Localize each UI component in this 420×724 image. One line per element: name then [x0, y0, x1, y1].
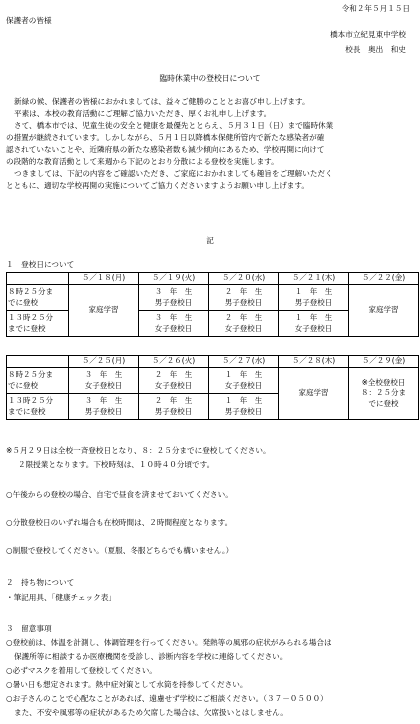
- intro-line: の段階的な教育活動として来週から下記のとおり分散による登校を実施します。: [6, 157, 279, 166]
- intro-line: 認されていないことや、近隣府県の新たな感染者数も減少傾向にあるため、学校再開に向けて: [6, 145, 325, 154]
- document-date: 令和２年５月１５日: [341, 4, 410, 13]
- caution-line: ○必ずマスクを着用して登校してください。: [6, 666, 157, 675]
- note-line: ○午後からの登校の場合、自宅で昼食を済ませておいてください。: [6, 490, 233, 499]
- caution-line: ○登校前は、体温を計測し、体調管理を行ってください。発熱等の風邪の症状がみられる場合は: [6, 638, 332, 647]
- schedule-cell: １ 年 生 男子登校日: [279, 285, 349, 311]
- caution-line: ○暑い日も想定されます。熱中症対策として水筒を持参してください。: [6, 680, 248, 689]
- date-header: ５／２８(木): [279, 356, 349, 368]
- home-study-cell: 家庭学習: [279, 368, 349, 420]
- document-title: 臨時休業中の登校日について: [159, 74, 261, 83]
- date-header: ５／２１(木): [279, 273, 349, 285]
- section-3-heading: ３ 留意事項: [6, 624, 52, 633]
- section-1-heading: １ 登校日について: [6, 260, 75, 269]
- date-header: ５／２５(月): [69, 356, 139, 368]
- home-study-cell: 家庭学習: [69, 285, 139, 337]
- schedule-cell: １ 年 生 女子登校日: [209, 368, 279, 394]
- note-line: ※５月２９日は全校一斉登校日となり、８：２５分までに登校してください。: [6, 446, 271, 455]
- school-name: 橋本市立紀見東中学校: [330, 30, 406, 39]
- intro-line: さて、橋本市では、児童生徒の安全と健康を最優先ととらえ、５月３１日（日）まで臨時休業: [14, 121, 334, 130]
- time-label-afternoon: １３時２５分 までに登校: [7, 311, 69, 337]
- intro-body: [6, 96, 416, 192]
- schedule-cell: １ 年 生 男子登校日: [209, 394, 279, 420]
- intro-line: の措置が継続されています。しかしながら、５月１日以降橋本保健所管内で新たな感染者が確: [6, 133, 325, 142]
- items-line: ・筆記用具、「健康チェック表」: [6, 593, 116, 602]
- intro-line: つきましては、下記の内容をご確認いただき、ご家庭におかれましても趣旨をご理解いただく: [14, 169, 333, 178]
- caution-line: また、不安や風邪等の症状があるため欠席した場合は、欠席扱いとはしません。: [14, 708, 288, 717]
- date-header: ５／２０(水): [209, 273, 279, 285]
- date-header: ５／２６(火): [139, 356, 209, 368]
- home-study-cell: 家庭学習: [349, 285, 419, 337]
- date-header: ５／１９(火): [139, 273, 209, 285]
- intro-line: とともに、適切な学校再開の実施についてご協力くださいますようお願い申し上げます。: [6, 181, 309, 190]
- date-header: ５／２７(水): [209, 356, 279, 368]
- caution-line: ○お子さんのことで心配なことがあれば、遠慮せず学校にご相談ください。（３７－０５００）: [6, 694, 328, 703]
- schedule-cell: ３ 年 生 男子登校日: [69, 394, 139, 420]
- corner-cell: [7, 356, 69, 368]
- schedule-cell: ２ 年 生 男子登校日: [209, 285, 279, 311]
- date-header: ５／２２(金): [349, 273, 419, 285]
- date-header: ５／１８(月): [69, 273, 139, 285]
- note-line: ２限授業となります。下校時刻は、１０時４０分頃です。: [18, 460, 215, 469]
- intro-line: 新緑の候、保護者の皆様におかれましては、益々ご健勝のこととお喜び申し上げます。: [14, 97, 310, 106]
- schedule-cell: ３ 年 生 男子登校日: [139, 285, 209, 311]
- note-line: ○分散登校日のいずれ場合も在校時間は、２時間程度となります。: [6, 518, 233, 527]
- schedule-cell: ３ 年 生 女子登校日: [69, 368, 139, 394]
- caution-line: 保護所等に相談するか医療機関を受診し、診断内容を学校に連絡してください。: [14, 652, 288, 661]
- date-header: ５／２９(金): [349, 356, 419, 368]
- schedule-cell: ３ 年 生 女子登校日: [139, 311, 209, 337]
- time-label-morning: ８時２５分ま でに登校: [7, 285, 69, 311]
- schedule-cell: ２ 年 生 女子登校日: [139, 368, 209, 394]
- intro-line: 平素は、本校の教育活動にご理解ご協力いただき、厚くお礼申し上げます。: [14, 109, 272, 118]
- schedule-cell: ２ 年 生 女子登校日: [209, 311, 279, 337]
- schedule-cell: ２ 年 生 男子登校日: [139, 394, 209, 420]
- corner-cell: [7, 273, 69, 285]
- principal-name: 校長 奥出 和史: [345, 45, 406, 54]
- schedule-table-week2: [6, 355, 419, 420]
- ki-heading: 記: [206, 236, 214, 245]
- schedule-table-week1: [6, 272, 419, 337]
- time-label-afternoon: １３時２５分 までに登校: [7, 394, 69, 420]
- all-school-day-cell: ※全校登校日 ８：２５分ま でに登校: [349, 368, 419, 420]
- time-label-morning: ８時２５分ま でに登校: [7, 368, 69, 394]
- section-2-heading: ２ 持ち物について: [6, 578, 75, 587]
- note-line: ○制服で登校してください。（夏服、冬服どちらでも構いません。）: [6, 546, 234, 555]
- schedule-cell: １ 年 生 女子登校日: [279, 311, 349, 337]
- addressee: 保護者の皆様: [6, 16, 52, 25]
